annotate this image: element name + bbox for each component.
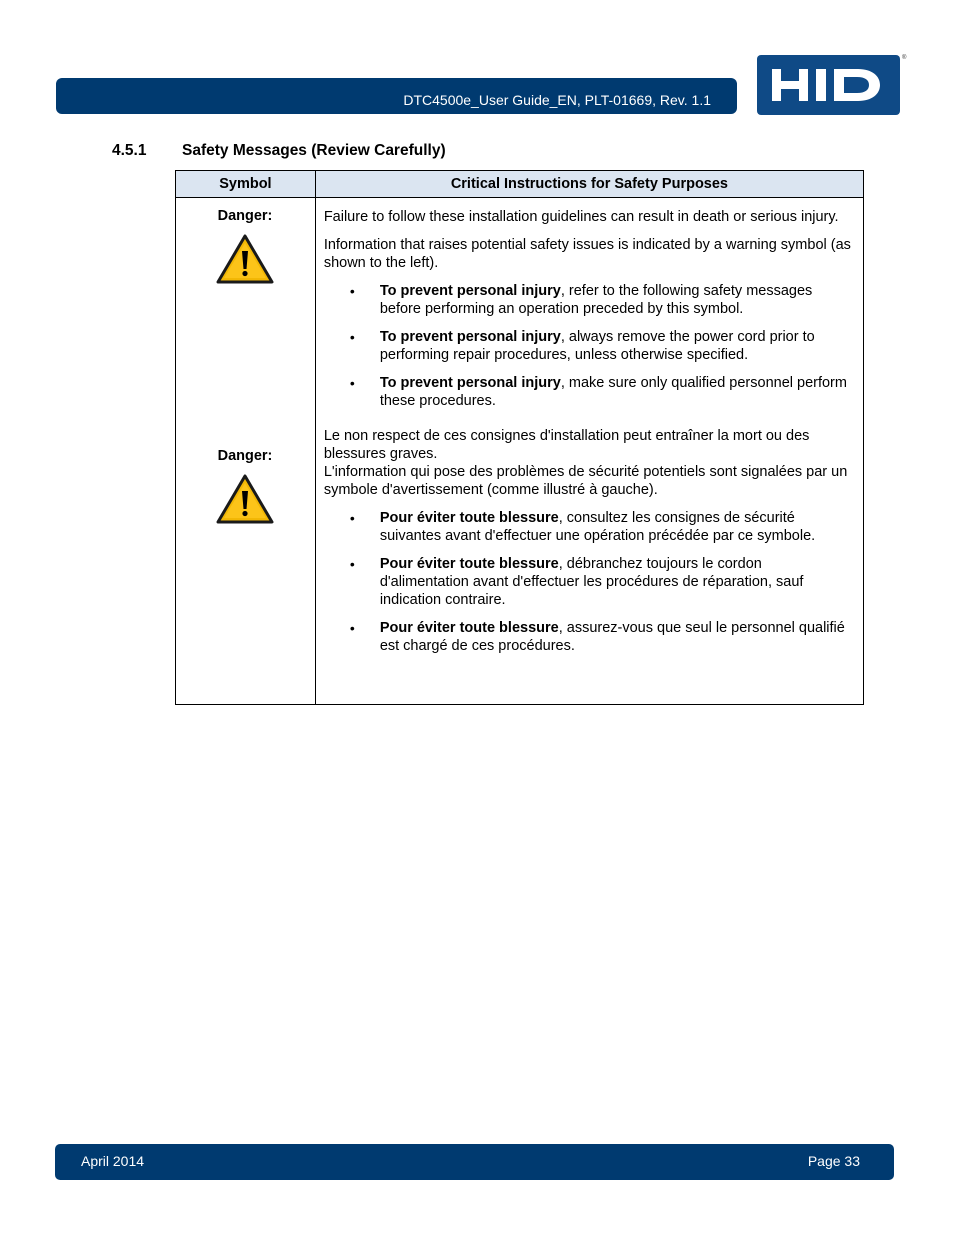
table-row (176, 198, 864, 705)
paragraph: Information that raises potential safety issues is indicated by a warning symbol (as shown to the left). (323, 237, 851, 271)
bullet-list-en (324, 282, 853, 410)
section-number: 4.5.1 (112, 142, 147, 159)
list-item (324, 328, 853, 364)
danger-symbol-fr (176, 448, 314, 524)
safety-table (175, 170, 864, 705)
list-item (324, 555, 853, 609)
footer-page-number: Page 33 (807, 1153, 860, 1169)
list-item (324, 509, 853, 545)
danger-symbol-en (176, 208, 314, 284)
document-title: DTC4500e_User Guide_EN, PLT-01669, Rev. 1.1 (403, 92, 711, 108)
hid-logo-mark (770, 65, 888, 105)
section-title: Safety Messages (Review Carefully) (182, 142, 446, 159)
bullet-bold: To prevent personal injury (379, 283, 561, 299)
bullet-text: , consultez les consignes de sécurité suivantes avant d'effectuer une opération précédée par ce symbole. (379, 510, 816, 544)
column-header-instructions: Critical Instructions for Safety Purposes (315, 171, 863, 198)
list-item (324, 619, 853, 655)
warning-triangle-icon (216, 234, 274, 284)
bullet-text: , assurez-vous que seul le personnel qualifié est chargé de ces procédures. (379, 620, 845, 654)
bullet-bold: Pour éviter toute blessure (379, 620, 559, 636)
symbol-cell (176, 198, 316, 705)
danger-label: Danger: (217, 448, 273, 464)
danger-label: Danger: (217, 208, 273, 224)
paragraph: Le non respect de ces consignes d'installation peut entraîner la mort ou des blessures graves. (323, 428, 810, 462)
french-block (324, 427, 853, 655)
bullet-text: , make sure only qualified personnel perform these procedures. (379, 375, 847, 409)
header-bar (56, 78, 737, 114)
footer-date: April 2014 (81, 1153, 145, 1169)
table-header-row (176, 171, 864, 198)
bullet-text: , refer to the following safety messages before performing an operation preceded by this symbol. (379, 283, 813, 317)
bullet-text: , débranchez toujours le cordon d'alimentation avant d'effectuer les procédures de réparation, sauf indication contraire. (379, 556, 804, 608)
hid-logo (757, 55, 900, 115)
bullet-bold: To prevent personal injury (379, 329, 561, 345)
bullet-list-fr (324, 509, 853, 655)
footer-bar (55, 1144, 894, 1180)
bullet-bold: Pour éviter toute blessure (379, 510, 559, 526)
bullet-text: , always remove the power cord prior to performing repair procedures, unless otherwise specified. (379, 329, 815, 363)
column-header-symbol: Symbol (176, 171, 316, 198)
bullet-bold: To prevent personal injury (379, 375, 561, 391)
paragraph: Failure to follow these installation guidelines can result in death or serious injury. (323, 209, 839, 225)
section-heading (112, 142, 446, 160)
bullet-bold: Pour éviter toute blessure (379, 556, 559, 572)
paragraph: L'information qui pose des problèmes de sécurité potentiels sont signalées par un symbole d'avertissement (comme illustré à gauche). (323, 464, 848, 498)
instructions-cell (315, 198, 863, 705)
registered-mark: ® (902, 55, 907, 61)
list-item (324, 282, 853, 318)
list-item (324, 374, 853, 410)
warning-triangle-icon (216, 474, 274, 524)
